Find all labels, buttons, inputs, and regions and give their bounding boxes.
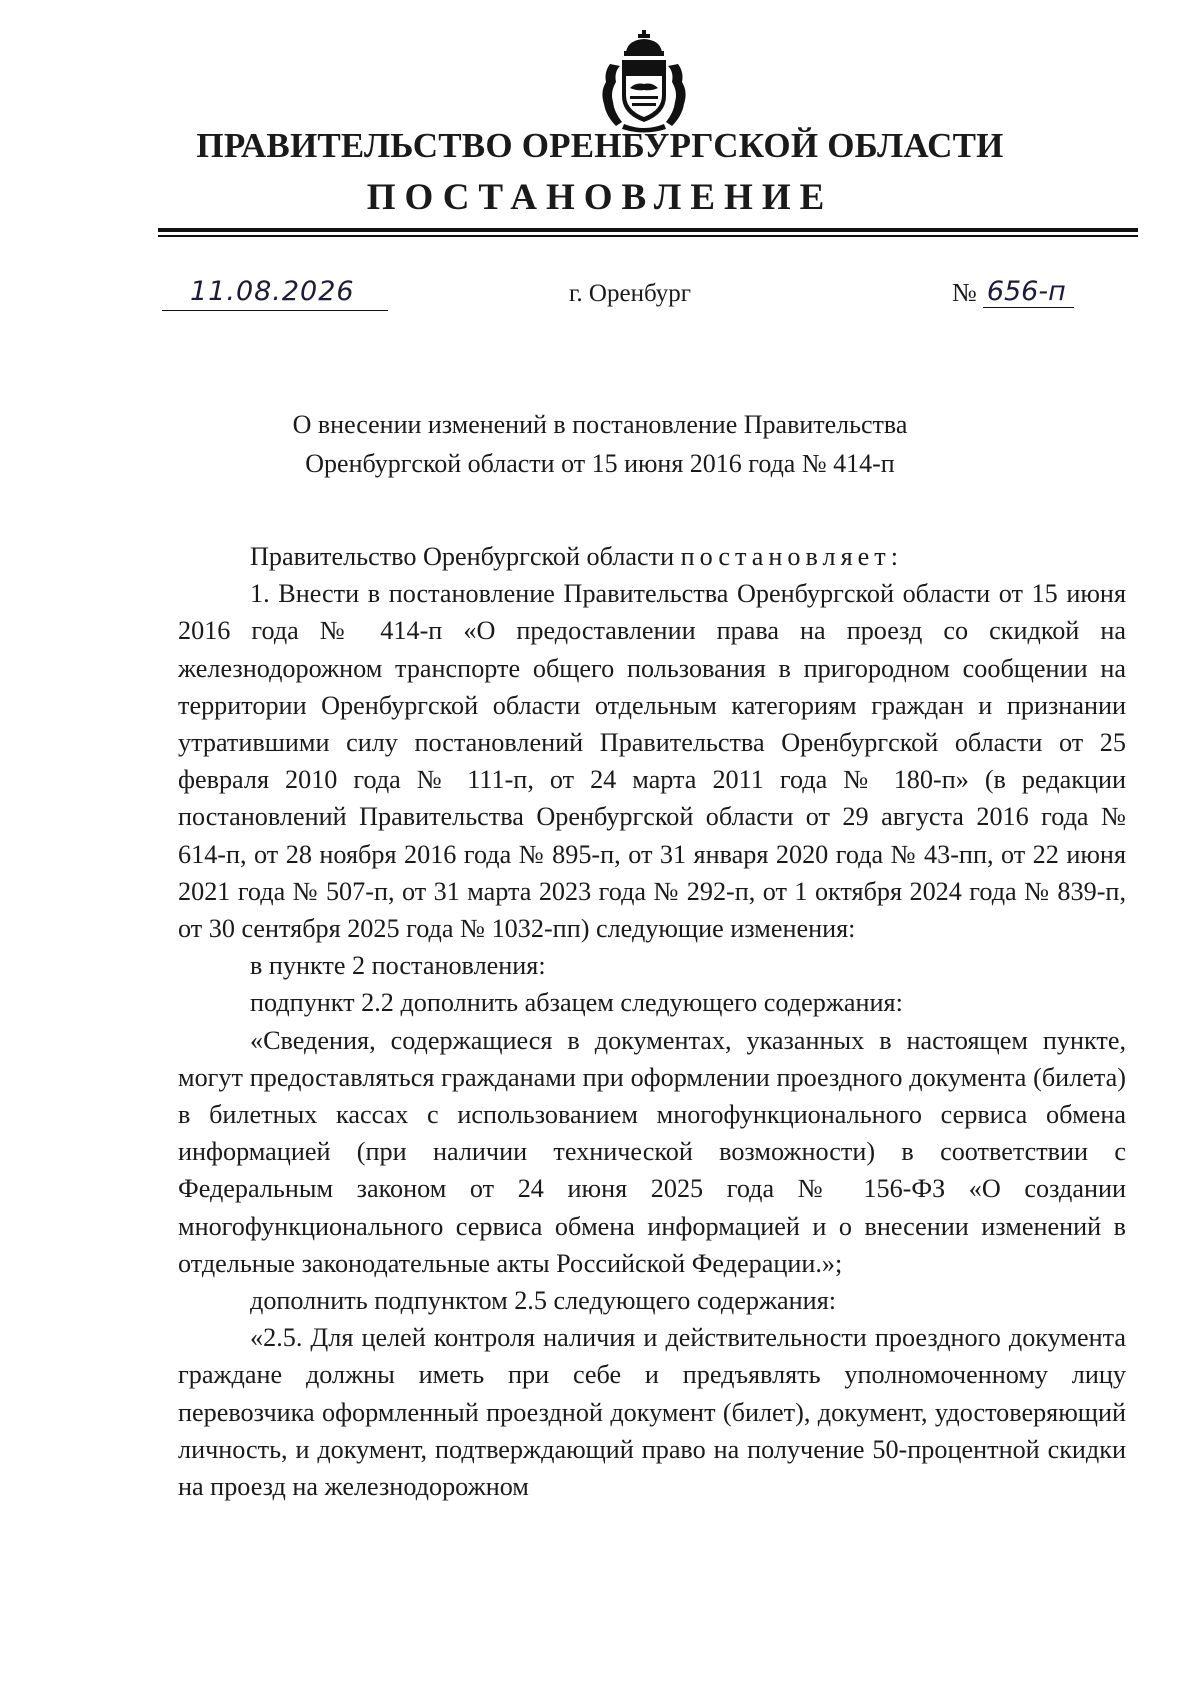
body-paragraph: подпункт 2.2 дополнить абзацем следующего содержания:: [250, 988, 903, 1018]
document-body: [178, 538, 1126, 1505]
body-paragraph: дополнить подпунктом 2.5 следующего содержания:: [250, 1286, 837, 1316]
document-number: 656-п: [983, 276, 1074, 308]
body-paragraph: в пункте 2 постановления:: [250, 951, 546, 981]
body-paragraph: 1. Внести в постановление Правительства Оренбургской области от 15 июня 2016 года № 414-п «О предоставлении права на проезд со скидкой на железнодорожном транспорте общего пользования в пригородном сообщении на территории Оренбургской области отдельным категориям граждан и признании утратившими силу постановлений Правительства Оренбургской области от 25 февраля 2010 года № 111-п, от 24 марта 2011 года № 180-п» (в редакции постановлений Правительства Оренбургской области от 29 августа 2016 года № 614-п, от 28 ноября 2016 года № 895-п, от 31 января 2020 года № 43-пп, от 22 июня 2021 года № 507-п, от 31 марта 2023 года № 292-п, от 1 октября 2024 года № 839-п, от 30 сентября 2025 года № 1032-пп) следующие изменения:: [178, 579, 1126, 944]
document-date: 11.08.2026: [190, 276, 355, 307]
body-paragraph: «Сведения, содержащиеся в документах, указанных в настоящем пункте, могут предоставляться гражданами при оформлении проездного документа (билета) в билетных кассах с использованием многофункционального сервиса обмена информацией (при наличии технической возможности) в соответствии с Федеральным законом от 24 июня 2025 года № 156-ФЗ «О создании многофункционального сервиса обмена информацией и о внесении изменений в отдельные законодательные акты Российской Федерации.»;: [178, 1025, 1126, 1278]
coat-of-arms-icon: [596, 30, 692, 134]
date-field: [162, 276, 388, 311]
subject-line: Оренбургской области от 15 июня 2016 года № 414-п: [305, 449, 895, 478]
organization-title: ПРАВИТЕЛЬСТВО ОРЕНБУРГСКОЙ ОБЛАСТИ: [196, 126, 1004, 165]
header-rule-thin: [158, 235, 1138, 237]
number-sign: №: [952, 278, 977, 307]
header-rule-thick: [158, 228, 1138, 232]
document-type-title: ПОСТАНОВЛЕНИЕ: [366, 177, 834, 218]
body-paragraph: «2.5. Для целей контроля наличия и действительности проездного документа граждане должны иметь при себе и предъявлять уполномоченному лицу перевозчика оформленный проездной документ (билет), документ, удостоверяющий личность, и документ, подтверждающий право на получение 50-процентной скидки на проезд на железнодорожном: [178, 1323, 1126, 1502]
preamble-colon: :: [890, 542, 899, 571]
preamble-paragraph: [178, 538, 1126, 575]
subject-line: О внесении изменений в постановление Правительства: [292, 410, 908, 439]
preamble-verb: постановляет: [680, 542, 891, 571]
city-label: г. Оренбург: [569, 280, 691, 307]
preamble-text: Правительство Оренбургской области: [250, 542, 681, 571]
document-subject: [0, 405, 1200, 483]
document-number-field: [952, 276, 1074, 310]
